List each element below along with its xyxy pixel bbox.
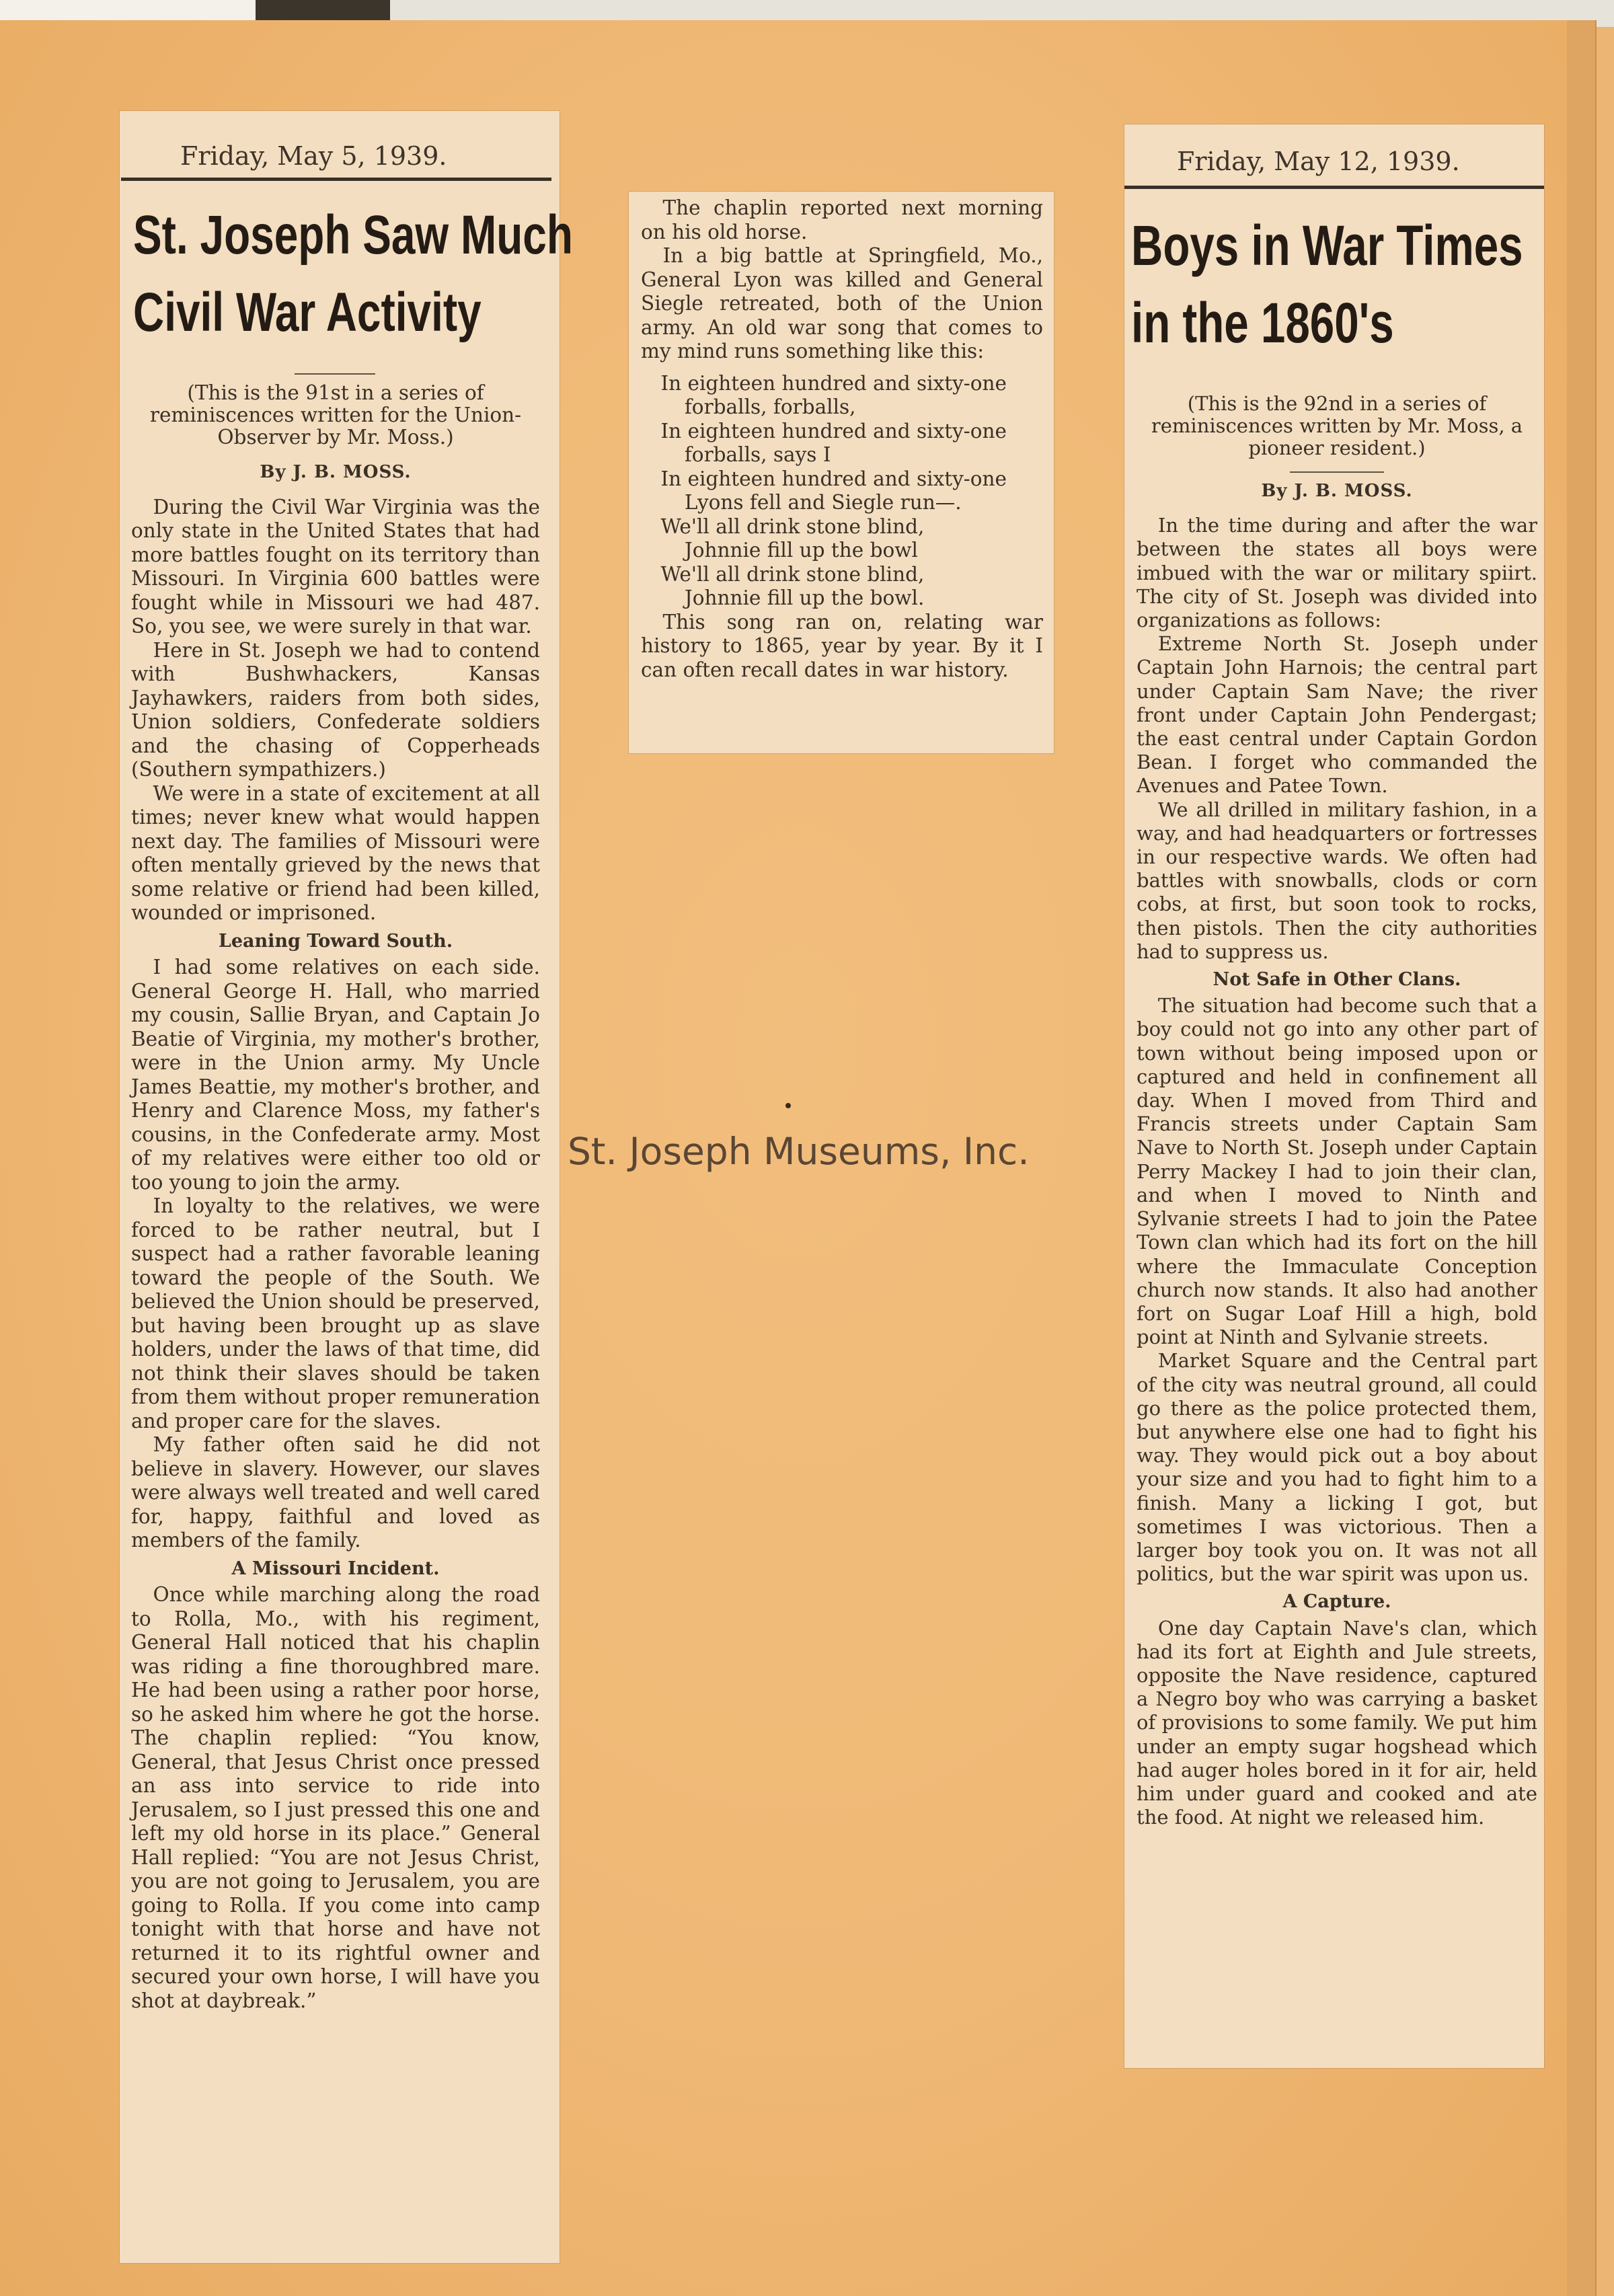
poem-line: In eighteen hundred and sixty-one (660, 419, 1007, 443)
right-paragraph: One day Captain Nave's clan, which had its fort at Eighth and Jule streets, opposite the Nave residence, captured a Negro boy who was carrying a basket of provisions to some family. We put him under an empty sugar hogshead which had auger holes bored in it for air, held him under guard and cooked and ate the food. At night we released him. (1137, 1616, 1537, 1829)
left-article-body (131, 378, 540, 2013)
right-headline-line1: Boys in War Times (1131, 214, 1523, 277)
left-head-rule (295, 373, 375, 375)
left-subhead-2: A Missouri Incident. (231, 1558, 440, 1579)
left-headline-line2: Civil War Activity (133, 282, 482, 343)
right-date-rule (1124, 186, 1544, 189)
left-paragraph: In loyalty to the relatives, we were forced to be rather neutral, but I suspect had a rather favorable leaning toward the people of the South. We believed the Union should be preserved, but having been brought up as slave holders, under the laws of that time, did not think their slaves should be taken from them without proper remuneration and proper care for the slaves. (131, 1194, 540, 1432)
middle-paragraph: In a big battle at Springfield, Mo., General Lyon was killed and General Siegle retreated, both of the Union army. An old war song that comes to my mind runs something like this: (641, 244, 1043, 362)
right-paragraph: We all drilled in military fashion, in a way, and had headquarters or fortresses in our respective wards. We often had battles with snowballs, clods or corn cobs, at first, but soon took to rocks, then pistols. Then the city authorities had to suppress us. (1137, 798, 1537, 963)
poem-line: In eighteen hundred and sixty-one (660, 371, 1007, 395)
binding-edge (256, 0, 390, 20)
middle-paragraph: The chaplin reported next morning on his old horse. (641, 196, 1043, 243)
middle-paragraph: This song ran on, relating war history to 1865, year by year. By it I can often recall dates in war history. (641, 610, 1043, 681)
left-headline-line1: St. Joseph Saw Much (133, 204, 573, 266)
right-paragraph: Market Square and the Central part of the city was neutral ground, all could go there as the police protected them, but anywhere else one had to fight his way. They would pick out a boy about your size and you had to fight him to a finish. Many a licking I got, but sometimes I was victorious. Then a larger boy took you on. It was not all politics, but the war spirit was upon us. (1137, 1349, 1537, 1586)
middle-article-body (641, 196, 1043, 682)
poem-line: We'll all drink stone blind, (660, 514, 925, 538)
right-subhead-2: A Capture. (1282, 1591, 1391, 1613)
left-subhead-1: Leaning Toward South. (218, 930, 453, 952)
poem-line: forballs, forballs, (684, 395, 856, 418)
right-byline: By J. B. MOSS. (1261, 481, 1413, 501)
poem-line: Johnnie fill up the bowl (684, 539, 918, 562)
left-paragraph: During the Civil War Virginia was the only state in the United States that had more battles fought on its territory than Missouri. In Virginia 600 battles were fought while in Missouri we had 487. So, you see, we were surely in that war. (131, 495, 540, 638)
left-paragraph: I had some relatives on each side. General George H. Hall, who married my cousin, Sallie Bryan, and Captain Jo Beatie of Virginia, my mother's brother, were in the Union army. My Uncle James Beattie, my mother's brother, and Henry and Clarence Moss, my father's cousins, in the Confederate army. Most of my relatives were either too old or too young to join the army. (131, 956, 540, 1194)
poem-line: We'll all drink stone blind, (660, 562, 925, 586)
right-paragraph: In the time during and after the war between the states all boys were imbued with the war or military spiirt. The city of St. Joseph was divided into organizations as follows: (1137, 514, 1537, 632)
ink-speck (785, 1103, 791, 1108)
right-date: Friday, May 12, 1939. (1177, 147, 1460, 176)
right-subhead-1: Not Safe in Other Clans. (1213, 969, 1461, 991)
right-intro: (This is the 92nd in a series of reminiscences written by Mr. Moss, a pioneer resident.) (1151, 392, 1523, 459)
left-date-rule (121, 178, 551, 181)
left-paragraph: Once while marching along the road to Rolla, Mo., with his regiment, General Hall noticed that his chaplin was riding a fine thoroughbred mare. He had been using a rather poor horse, so he asked him where he got the horse. The chaplin replied: “You know, General, that Jesus Christ once pressed an ass into service to ride into Jerusalem, so I just pressed this one and left my old horse in its place.” General Hall replied: “You are not Jesus Christ, you are not going to Jerusalem, you are going to Rolla. If you come into camp tonight with that horse and have not returned it to its rightful owner and secured your own horse, I will have you shot at daybreak.” (131, 1583, 540, 2012)
poem-line: forballs, says I (684, 443, 831, 466)
left-byline: By J. B. MOSS. (260, 462, 412, 482)
left-paragraph: We were in a state of excitement at all times; never knew what would happen next day. The families of Missouri were often mentally grieved by the news that some relative or friend had been killed, wounded or imprisoned. (131, 781, 540, 924)
left-date: Friday, May 5, 1939. (180, 141, 447, 171)
page-edge (1567, 20, 1595, 2296)
poem-line: Lyons fell and Siegle run—. (684, 491, 962, 514)
right-article-body (1137, 389, 1537, 1829)
right-intro-rule (1290, 471, 1384, 473)
left-intro: (This is the 91st in a series of reminiscences written for the Union-Observer by Mr. Moss.) (149, 381, 522, 449)
right-paragraph: The situation had become such that a boy could not go into any other part of town without being imposed upon or captured and held in confinement all day. When I moved from Third and Francis streets under Captain Sam Nave to North St. Joseph under Captain Perry Mackey I had to join their clan, and when I moved to Ninth and Sylvanie streets I had to join the Patee Town clan which had its fort on the hill where the Immaculate Conception church now stands. It also had another fort on Sugar Loaf Hill a high, bold point at Ninth and Sylvanie streets. (1137, 994, 1537, 1349)
poem-line: In eighteen hundred and sixty-one (660, 467, 1007, 490)
poem-line: Johnnie fill up the bowl. (684, 586, 925, 609)
left-paragraph: My father often said he did not believe in slavery. However, our slaves were always well treated and well cared for, happy, faithful and loved as members of the family. (131, 1433, 540, 1552)
right-paragraph: Extreme North St. Joseph under Captain John Harnois; the central part under Captain Sam Nave; the river front under Captain John Pendergast; the east central under Captain Gordon Bean. I forget who commanded the Avenues and Patee Town. (1137, 632, 1537, 798)
left-paragraph: Here in St. Joseph we had to contend with Bushwhackers, Kansas Jayhawkers, raiders from both sides, Union soldiers, Confederate soldiers and the chasing of Copperheads (Southern sympathizers.) (131, 638, 540, 781)
museum-watermark: St. Joseph Museums, Inc. (568, 1130, 1030, 1173)
right-headline-line2: in the 1860's (1131, 291, 1394, 354)
